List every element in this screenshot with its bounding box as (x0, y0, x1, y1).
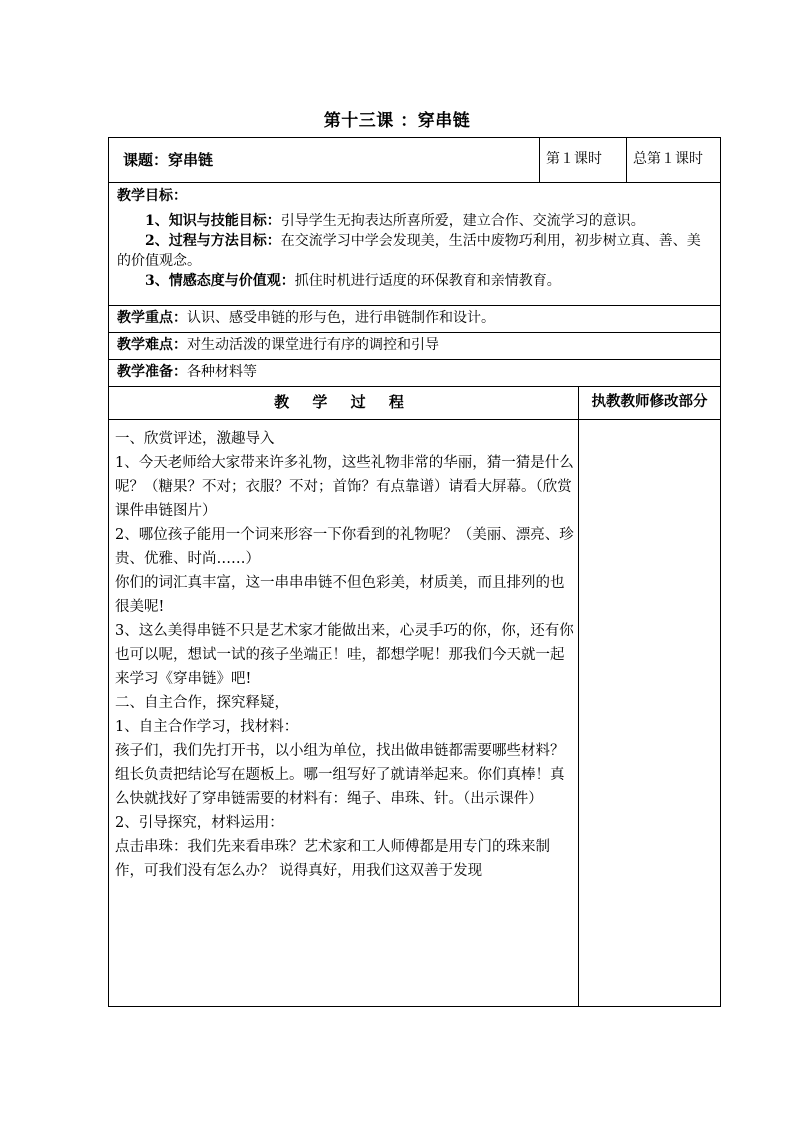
process-paragraph: 3、这么美得串链不只是艺术家才能做出来，心灵手巧的你，你，还有你也可以呢，想试一试的孩子坐端正！哇，都想学呢！那我们今天就一起来学习《穿串链》吧! (115, 623, 574, 687)
process-content (109, 420, 579, 1006)
revision-heading: 执教教师修改部分 (591, 393, 708, 410)
objective-item (117, 211, 714, 231)
process-paragraph: 一、欣赏评述，激趣导入 (115, 431, 275, 447)
process-paragraph: 1、自主合作学习，找材料： (115, 719, 299, 735)
process-heading: 教 学 过 程 (109, 387, 579, 419)
difficulty-row (108, 333, 721, 360)
objective-label: 1、知识与技能目标： (145, 213, 281, 229)
lesson-plan-table (108, 137, 721, 1007)
objective-item (117, 271, 714, 291)
process-paragraph: 点击串珠：我们先来看串珠？艺术家和工人师傅都是用专门的珠来制作，可我们没有怎么办？ 说得真好，用我们这双善于发现 (115, 839, 550, 879)
preparation-row (108, 360, 721, 387)
difficulty-text: 对生动活泼的课堂进行有序的调控和引导 (187, 337, 439, 353)
difficulty-cell (109, 333, 720, 359)
objective-item (117, 231, 714, 271)
process-body-row (108, 420, 721, 1007)
objectives-heading: 教学目标： (117, 188, 187, 204)
process-paragraph: 2、哪位孩子能用一个词来形容一下你看到的礼物呢？（美丽、漂亮、珍贵、优雅、时尚……） (115, 527, 574, 567)
key-point-row (108, 306, 721, 333)
objective-label: 2、过程与方法目标： (145, 233, 281, 249)
topic-cell: 课题：穿串链 (109, 138, 540, 182)
objectives-row (108, 183, 721, 306)
process-paragraph: 2、引导探究，材料运用： (115, 815, 284, 831)
difficulty-label: 教学难点： (117, 337, 187, 353)
period-cell: 第１课时 (540, 138, 627, 182)
preparation-cell (109, 360, 720, 386)
key-point-label: 教学重点： (117, 310, 187, 326)
objectives-cell (109, 183, 720, 305)
objective-label: 3、情感态度与价值观： (145, 273, 295, 289)
objective-text: 抓住时机进行适度的环保教育和亲情教育。 (294, 273, 561, 289)
total-period-cell: 总第１课时 (633, 151, 703, 167)
key-point-cell (109, 306, 720, 332)
revision-area (579, 420, 720, 1006)
process-header-row (108, 387, 721, 420)
process-paragraph: 1、今天老师给大家带来许多礼物，这些礼物非常的华丽，猜一猜是什么呢？（糖果？不对；衣服？不对；首饰？有点靠谱）请看大屏幕。（欣赏课件串链图片） (115, 455, 574, 519)
process-paragraph: 你们的词汇真丰富，这一串串串链不但色彩美，材质美，而且排列的也很美呢! (115, 575, 565, 615)
objective-text: 在交流学习中学会发现美，生活中废物巧利用，初步树立真、善、美的价值观念。 (117, 233, 701, 269)
preparation-label: 教学准备： (117, 364, 187, 380)
preparation-text: 各种材料等 (187, 364, 257, 380)
process-paragraph: 二、自主合作，探究释疑， (115, 695, 289, 711)
objective-text: 引导学生无拘表达所喜所爱，建立合作、交流学习的意识。 (280, 213, 645, 229)
header-row (108, 137, 721, 183)
process-paragraph: 孩子们，我们先打开书，以小组为单位，找出做串链都需要哪些材料？组长负责把结论写在题板上。哪一组写好了就请举起来。你们真棒！真么快就找好了穿串链需要的材料有：绳子、串珠、针。（出示课件） (115, 743, 565, 807)
key-point-text: 认识、感受串链的形与色，进行串链制作和设计。 (187, 310, 495, 326)
document-title: 第十三课 ：穿串链 (323, 111, 471, 131)
